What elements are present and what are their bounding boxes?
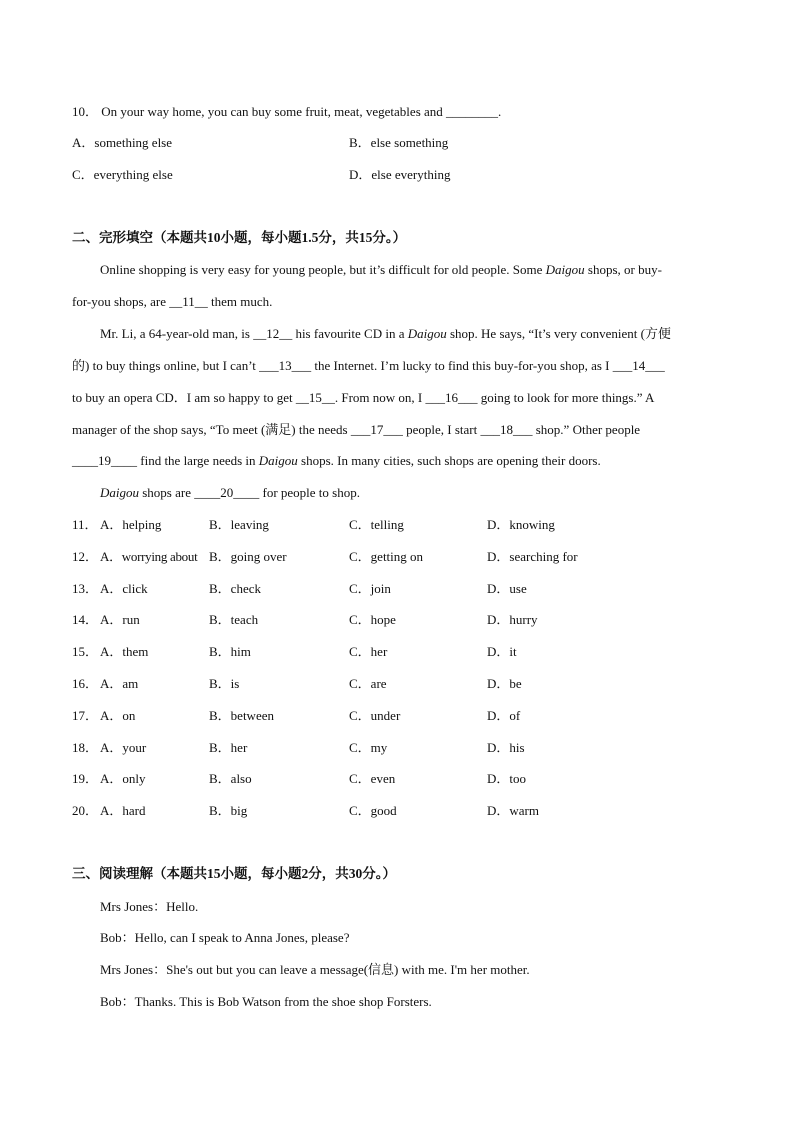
option-a: A．hard (100, 803, 146, 818)
question-number: 18． (72, 740, 99, 755)
dialogue-line-1: Mrs Jones：Hello. (100, 899, 199, 914)
question-10-option-a: A．something else (72, 135, 173, 150)
blank-16: ___16___ (425, 390, 478, 405)
option-a: A．your (100, 740, 147, 755)
option-d: D．knowing (487, 517, 555, 532)
option-c: C．getting on (349, 549, 424, 564)
question-number: 11． (72, 517, 98, 532)
option-b: B．big (209, 803, 248, 818)
question-10-option-d: D．else everything (349, 167, 451, 182)
option-a: A．click (100, 581, 148, 596)
question-10-option-c: C．everything else (72, 167, 173, 182)
option-c: C．good (349, 803, 397, 818)
blank-20: ____20____ (194, 485, 260, 500)
question-number: 16． (72, 676, 99, 691)
option-a: A．them (100, 644, 149, 659)
option-d: D．his (487, 740, 525, 755)
question-number: 19． (72, 771, 99, 786)
option-a: A．worrying about (100, 549, 198, 564)
passage-line-8: Daigou shops are ____20____ for people to shop. (100, 485, 360, 500)
option-d: D．hurry (487, 612, 538, 627)
option-b: B．between (209, 708, 274, 723)
option-b: B．him (209, 644, 251, 659)
option-b: B．going over (209, 549, 287, 564)
passage-line-4: 的) to buy things online, but I can’t ___13___ the Internet. I’m lucky to find this buy-for-you shop, as I ___14___ (72, 358, 665, 373)
option-a: A．run (100, 612, 140, 627)
question-number: 20． (72, 803, 99, 818)
option-c: C．my (349, 740, 388, 755)
option-c: C．telling (349, 517, 404, 532)
question-number: 13． (72, 581, 99, 596)
blank-14: ___14___ (612, 358, 665, 373)
question-number: 12． (72, 549, 99, 564)
option-d: D．too (487, 771, 527, 786)
option-b: B．her (209, 740, 248, 755)
question-10-stem: 10． On your way home, you can buy some fruit, meat, vegetables and ________. (72, 104, 502, 119)
option-c: C．even (349, 771, 396, 786)
passage-line-3: Mr. Li, a 64-year-old man, is __12__ his favourite CD in a Daigou shop. He says, “It’s very convenient (方便 (100, 326, 671, 341)
option-d: D．be (487, 676, 522, 691)
blank-15: __15__ (295, 390, 335, 405)
section-2-heading: 二、完形填空（本题共10小题，每小题1.5分，共15分。） (72, 230, 407, 245)
option-b: B．leaving (209, 517, 269, 532)
blank-12: __12__ (253, 326, 293, 341)
option-a: A．am (100, 676, 139, 691)
blank-18: ___18___ (480, 422, 533, 437)
passage-line-2: for-you shops, are __11__ them much. (72, 294, 273, 309)
option-b: B．teach (209, 612, 259, 627)
passage-line-5: to buy an opera CD．I am so happy to get __15__. From now on, I ___16___ going to look for more things.” A (72, 390, 655, 405)
option-b: B．is (209, 676, 240, 691)
blank-11: __11__ (169, 294, 208, 309)
option-c: C．under (349, 708, 401, 723)
option-c: C．join (349, 581, 391, 596)
passage-line-7: ____19____ find the large needs in Daigou shops. In many cities, such shops are opening their doors. (72, 453, 601, 468)
question-10-option-b: B．else something (349, 135, 449, 150)
option-c: C．are (349, 676, 387, 691)
option-b: B．also (209, 771, 252, 786)
passage-line-1: Online shopping is very easy for young people, but it’s difficult for old people. Some Daigou shops, or buy- (100, 262, 662, 277)
question-number: 14． (72, 612, 99, 627)
option-d: D．warm (487, 803, 539, 818)
passage-line-6: manager of the shop says, “To meet (满足) the needs ___17___ people, I start ___18___ shop.” Other people (72, 422, 641, 437)
question-number: 15． (72, 644, 99, 659)
section-3-heading: 三、阅读理解（本题共15小题，每小题2分，共30分。） (72, 866, 396, 881)
dialogue-line-4: Bob：Thanks. This is Bob Watson from the shoe shop Forsters. (100, 994, 432, 1009)
option-a: A．helping (100, 517, 162, 532)
option-c: C．hope (349, 612, 396, 627)
option-d: D．of (487, 708, 521, 723)
option-a: A．only (100, 771, 146, 786)
option-d: D．use (487, 581, 527, 596)
option-d: D．it (487, 644, 517, 659)
option-c: C．her (349, 644, 388, 659)
blank-17: ___17___ (350, 422, 403, 437)
question-number: 17． (72, 708, 99, 723)
blank-13: ___13___ (259, 358, 312, 373)
dialogue-line-2: Bob：Hello, can I speak to Anna Jones, please? (100, 930, 350, 945)
blank-19: ____19____ (72, 453, 137, 468)
option-a: A．on (100, 708, 136, 723)
option-d: D．searching for (487, 549, 578, 564)
dialogue-line-3: Mrs Jones：She's out but you can leave a message(信息) with me. I'm her mother. (100, 962, 530, 977)
option-b: B．check (209, 581, 261, 596)
